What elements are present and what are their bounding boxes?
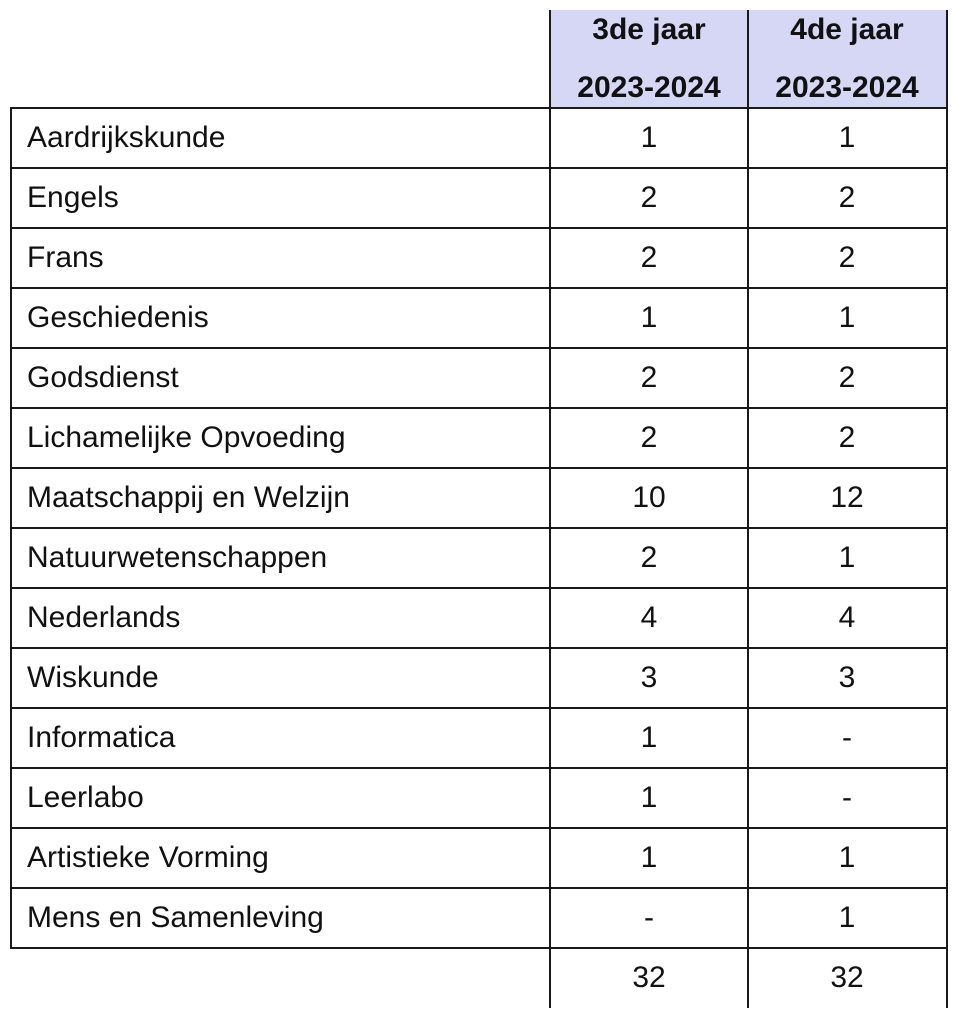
hours-3de-jaar-cell: 3 — [640, 661, 658, 694]
hours-table — [10, 10, 948, 1008]
subject-cell: Natuurwetenschappen — [27, 541, 328, 574]
subject-cell: Maatschappij en Welzijn — [27, 481, 350, 514]
hours-3de-jaar-cell: 4 — [640, 601, 658, 634]
hours-4de-jaar-cell: 2 — [838, 421, 856, 454]
row-divider — [10, 407, 948, 409]
column-header-school-year: 2023-2024 — [775, 71, 919, 104]
column-header-year-label: 3de jaar — [592, 13, 706, 46]
column-divider — [549, 10, 551, 1008]
row-divider — [10, 527, 948, 529]
subject-cell: Informatica — [27, 721, 176, 754]
column-header-3de-jaar — [550, 10, 748, 108]
hours-3de-jaar-cell: - — [644, 901, 654, 934]
row-divider — [10, 467, 948, 469]
hours-3de-jaar-cell: 2 — [640, 421, 658, 454]
column-header-school-year: 2023-2024 — [577, 71, 721, 104]
row-divider — [10, 167, 948, 169]
row-divider — [10, 227, 948, 229]
column-header-4de-jaar — [748, 10, 946, 108]
hours-3de-jaar-cell: 1 — [640, 301, 658, 334]
hours-4de-jaar-cell: 2 — [838, 241, 856, 274]
subject-cell: Artistieke Vorming — [27, 841, 269, 874]
subject-cell: Mens en Samenleving — [27, 901, 324, 934]
subject-cell: Engels — [27, 181, 119, 214]
hours-4de-jaar-cell: - — [842, 781, 852, 814]
row-divider — [10, 887, 948, 889]
row-divider — [10, 947, 948, 949]
hours-3de-jaar-cell: 2 — [640, 361, 658, 394]
row-divider — [10, 647, 948, 649]
hours-3de-jaar-cell: 2 — [640, 181, 658, 214]
hours-3de-jaar-cell: 1 — [640, 781, 658, 814]
row-divider — [10, 587, 948, 589]
hours-4de-jaar-cell: 4 — [838, 601, 856, 634]
right-border — [946, 10, 948, 1008]
row-divider — [10, 707, 948, 709]
row-divider — [10, 107, 948, 109]
hours-3de-jaar-cell: 2 — [640, 541, 658, 574]
hours-4de-jaar-cell: 1 — [838, 841, 856, 874]
hours-4de-jaar-cell: 12 — [830, 481, 864, 514]
row-divider — [10, 347, 948, 349]
hours-4de-jaar-cell: 3 — [838, 661, 856, 694]
hours-3de-jaar-cell: 10 — [632, 481, 666, 514]
total-4de-jaar: 32 — [830, 961, 864, 994]
subject-cell: Nederlands — [27, 601, 181, 634]
subject-cell: Leerlabo — [27, 781, 144, 814]
subject-cell: Geschiedenis — [27, 301, 209, 334]
hours-4de-jaar-cell: 1 — [838, 121, 856, 154]
subject-cell: Frans — [27, 241, 104, 274]
hours-4de-jaar-cell: - — [842, 721, 852, 754]
column-header-year-label: 4de jaar — [790, 13, 904, 46]
hours-4de-jaar-cell: 1 — [838, 901, 856, 934]
hours-3de-jaar-cell: 1 — [640, 841, 658, 874]
column-divider — [747, 10, 749, 1008]
total-3de-jaar: 32 — [632, 961, 666, 994]
subject-cell: Lichamelijke Opvoeding — [27, 421, 346, 454]
row-divider — [10, 827, 948, 829]
subject-cell: Godsdienst — [27, 361, 179, 394]
hours-3de-jaar-cell: 2 — [640, 241, 658, 274]
hours-4de-jaar-cell: 2 — [838, 181, 856, 214]
row-divider — [10, 287, 948, 289]
subject-cell: Aardrijkskunde — [27, 121, 226, 154]
hours-4de-jaar-cell: 1 — [838, 301, 856, 334]
hours-4de-jaar-cell: 1 — [838, 541, 856, 574]
left-border — [10, 107, 12, 949]
row-divider — [10, 767, 948, 769]
hours-3de-jaar-cell: 1 — [640, 721, 658, 754]
hours-4de-jaar-cell: 2 — [838, 361, 856, 394]
hours-3de-jaar-cell: 1 — [640, 121, 658, 154]
subject-cell: Wiskunde — [27, 661, 159, 694]
